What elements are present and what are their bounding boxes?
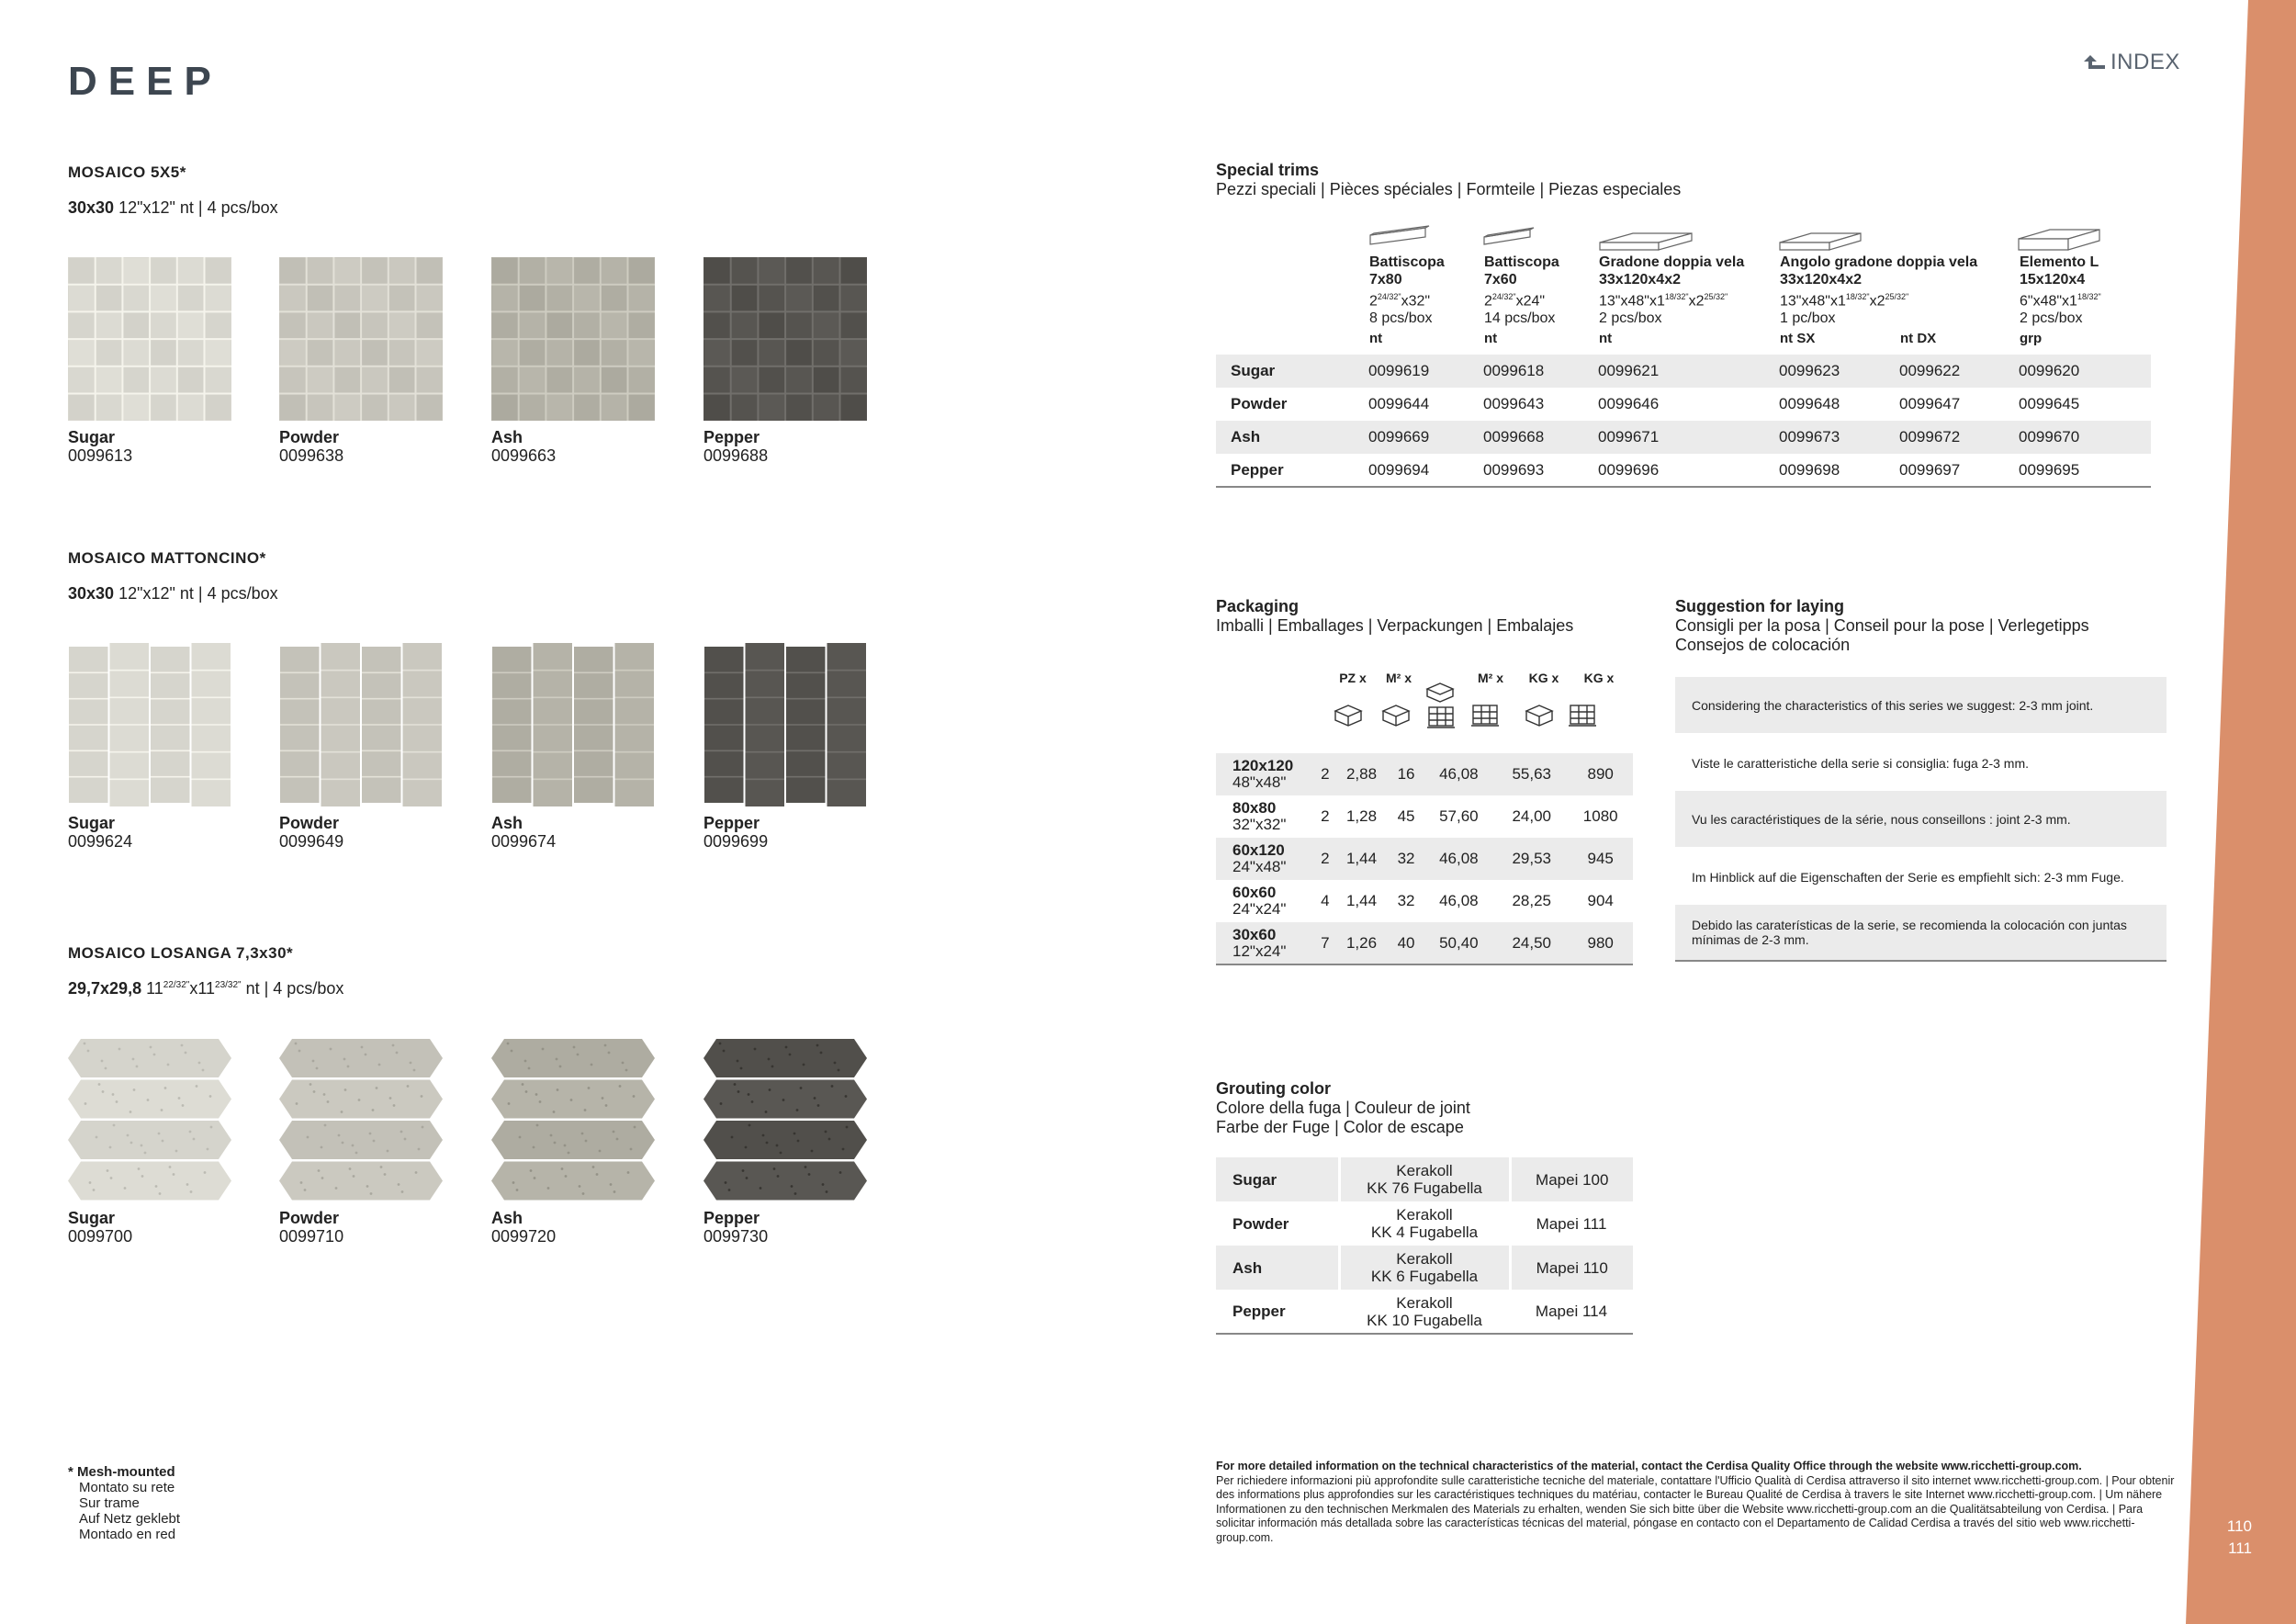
laying-suggestion: Vu les caractéristiques de la série, nous conseillons : joint 2-3 mm. xyxy=(1675,791,2167,847)
mosaic-tile xyxy=(491,643,655,806)
packaging-icons xyxy=(1332,680,1626,733)
grouting-row xyxy=(1216,1157,1633,1201)
packaging-value: 904 xyxy=(1587,892,1614,909)
trim-row-name: Sugar xyxy=(1216,355,1354,388)
tile-name: Ash xyxy=(491,428,523,446)
trim-inch-text: x32" xyxy=(1401,293,1431,310)
footer-bold: For more detailed information on the technical characteristics of the material, contact the Cerdisa Quality Office through the website www.ricchetti-group.com. xyxy=(1216,1460,2082,1472)
mosaic-tile xyxy=(279,643,443,806)
mosaic-size: 30x30 xyxy=(68,584,115,603)
pallet-icon xyxy=(1427,707,1455,727)
packaging-size-inch: 24"x24" xyxy=(1232,900,1287,918)
grouting-kerakoll-code: KK 6 Fugabella xyxy=(1370,1268,1479,1285)
grouting-mapei: Mapei 100 xyxy=(1510,1157,1633,1201)
packaging-heading xyxy=(1216,597,1573,636)
laying-suggestion: Debido las caraterísticas de la serie, se recomienda la colocación con juntas mínimas de 2-3 mm. xyxy=(1675,905,2167,962)
trim-inch xyxy=(1599,288,1744,310)
grouting-name: Pepper xyxy=(1216,1290,1339,1334)
packaging-size-inch: 32"x32" xyxy=(1232,816,1287,833)
packaging-size-cm: 60x60 xyxy=(1232,884,1277,901)
packaging-size-cm: 30x60 xyxy=(1232,925,1277,943)
trim-pack: 14 pcs/box xyxy=(1484,310,1556,327)
trim-row-name: Powder xyxy=(1231,395,1288,412)
packaging-row xyxy=(1216,753,1633,795)
mosaic-spec-fraction: 23/32" xyxy=(215,980,242,990)
packaging-value: 7 xyxy=(1317,922,1334,964)
trim-code: 0099620 xyxy=(2004,355,2151,388)
mosaic-title: MOSAICO 5X5* xyxy=(68,164,186,181)
corner-step-icon xyxy=(1780,233,1861,250)
packaging-size xyxy=(1216,922,1317,964)
footnote-line: Sur trame xyxy=(79,1495,140,1511)
footnote-line: Montato su rete xyxy=(79,1480,175,1495)
trim-size: 15x120x4 xyxy=(2020,272,2086,288)
tile-name: Ash xyxy=(491,1209,523,1227)
mosaic-spec xyxy=(68,584,278,603)
trim-item xyxy=(1780,254,1977,327)
tile-name: Pepper xyxy=(703,1209,760,1227)
box-icon xyxy=(1335,705,1361,726)
packaging-value: 45 xyxy=(1397,807,1415,825)
laying-subtitle-1: Consigli per la posa | Conseil pour la pose | Verlegetipps xyxy=(1675,616,2089,635)
mosaic-tile xyxy=(279,257,443,421)
trim-inch xyxy=(1780,288,1977,310)
packaging-table xyxy=(1216,753,1633,965)
packaging-header: M² x xyxy=(1478,671,1503,685)
packaging-value: 945 xyxy=(1568,838,1633,880)
mosaic-spec-text: 12"x12" nt | 4 pcs/box xyxy=(114,584,278,603)
grouting-row xyxy=(1216,1201,1633,1246)
grouting-kerakoll-code: KK 4 Fugabella xyxy=(1370,1224,1479,1241)
grouting-kerakoll-code: KK 76 Fugabella xyxy=(1367,1179,1482,1197)
trim-code: 0099669 xyxy=(1354,421,1469,454)
trim-item xyxy=(1369,254,1445,327)
packaging-value: 2 xyxy=(1317,753,1334,795)
trim-type: nt xyxy=(1369,331,1383,346)
trim-code: 0099696 xyxy=(1583,454,1764,487)
tile-code: 0099663 xyxy=(491,446,557,465)
tile-name: Powder xyxy=(279,1209,340,1227)
mosaic-tile xyxy=(703,1038,867,1201)
trim-code: 0099671 xyxy=(1583,421,1764,454)
trim-inch xyxy=(2020,288,2101,310)
mosaic-tile xyxy=(68,257,231,421)
laying-suggestion: Viste le caratteristiche della serie si consiglia: fuga 2-3 mm. xyxy=(1692,755,2030,771)
packaging-header: M² x xyxy=(1386,671,1412,685)
tile-name: Powder xyxy=(279,814,340,832)
special-trims-heading xyxy=(1216,161,1681,199)
skirting-icon xyxy=(1370,226,1429,244)
footnote-line: Montado en red xyxy=(79,1527,176,1542)
trim-code: 0099698 xyxy=(1764,454,1885,487)
trim-inch-text: x24" xyxy=(1515,293,1546,310)
special-trims-subtitle: Pezzi speciali | Pièces spéciales | Formteile | Piezas especiales xyxy=(1216,180,1682,198)
mosaic-spec-text: 11 xyxy=(141,979,163,998)
packaging-value: 890 xyxy=(1568,753,1633,795)
trim-inch-fraction: 25/32" xyxy=(1704,292,1728,301)
packaging-size-cm: 120x120 xyxy=(1232,757,1294,774)
tile-name: Ash xyxy=(491,814,523,832)
trim-type: nt xyxy=(1484,331,1498,346)
laying-suggestion: Im Hinblick auf die Eigenschaften der Serie es empfiehlt sich: 2-3 mm Fuge. xyxy=(1692,869,2124,885)
skirting-small-icon xyxy=(1484,228,1534,244)
l-element-icon xyxy=(2019,230,2099,250)
tile-name: Sugar xyxy=(68,428,116,446)
packaging-row xyxy=(1216,880,1633,922)
box-icon xyxy=(1383,705,1409,726)
packaging-value: 1,26 xyxy=(1334,922,1390,964)
grouting-mapei: Mapei 111 xyxy=(1536,1214,1607,1233)
trim-size: 33x120x4x2 xyxy=(1599,272,1681,288)
grouting-row xyxy=(1216,1246,1633,1290)
trim-name: Battiscopa xyxy=(1484,254,1559,270)
trim-code: 0099668 xyxy=(1469,421,1583,454)
grouting-table xyxy=(1216,1157,1633,1335)
grouting-heading xyxy=(1216,1079,1470,1137)
tile-code: 0099638 xyxy=(279,446,344,465)
grouting-kerakoll-brand: Kerakoll xyxy=(1396,1250,1453,1268)
tile-name: Pepper xyxy=(703,428,760,446)
mosaic-tile xyxy=(703,257,867,421)
trim-name: Gradone doppia vela xyxy=(1599,254,1745,270)
pallet-icon xyxy=(1471,705,1499,726)
packaging-value: 1,44 xyxy=(1334,838,1390,880)
trim-type: nt DX xyxy=(1900,331,1937,346)
packaging-size xyxy=(1216,838,1317,880)
trim-item xyxy=(1484,254,1559,327)
page-number-right: 111 xyxy=(2228,1539,2252,1557)
trim-pack: 1 pc/box xyxy=(1780,310,1836,327)
trim-item xyxy=(2020,254,2101,327)
grouting-title: Grouting color xyxy=(1216,1079,1331,1098)
footnote-line: Auf Netz geklebt xyxy=(79,1511,181,1527)
trim-inch-fraction: 24/32" xyxy=(1491,292,1516,301)
grouting-mapei: Mapei 110 xyxy=(1510,1246,1633,1290)
packaging-value: 57,60 xyxy=(1439,807,1479,825)
trim-code: 0099673 xyxy=(1764,421,1885,454)
grouting-kerakoll-brand: Kerakoll xyxy=(1396,1162,1453,1179)
special-trims-title: Special trims xyxy=(1216,161,1320,179)
packaging-size xyxy=(1216,880,1317,922)
packaging-value: 29,53 xyxy=(1495,838,1568,880)
trim-code: 0099695 xyxy=(2004,454,2151,487)
mosaic-size: 30x30 xyxy=(68,198,115,217)
index-link[interactable] xyxy=(2083,50,2180,75)
trim-name: Angolo gradone doppia vela xyxy=(1780,254,1978,270)
laying-subtitle-2: Consejos de colocación xyxy=(1675,636,1851,654)
grouting-kerakoll xyxy=(1339,1290,1510,1334)
tile-code: 0099688 xyxy=(703,446,769,465)
packaging-value: 28,25 xyxy=(1512,892,1551,909)
packaging-value: 32 xyxy=(1397,892,1415,909)
mosaic-tile xyxy=(279,1038,443,1201)
trim-inch xyxy=(1484,288,1559,310)
trim-pack: 2 pcs/box xyxy=(1599,310,1662,327)
packaging-value: 980 xyxy=(1568,922,1633,964)
box-icon xyxy=(1526,705,1552,726)
mosaic-spec-text: nt | 4 pcs/box xyxy=(241,979,344,998)
trim-item xyxy=(1599,254,1744,327)
packaging-value: 55,63 xyxy=(1495,753,1568,795)
box-icon xyxy=(1427,683,1453,702)
packaging-value: 46,08 xyxy=(1423,838,1495,880)
trim-inch-fraction: 24/32" xyxy=(1377,292,1401,301)
trim-code: 0099670 xyxy=(2004,421,2151,454)
index-label: INDEX xyxy=(2110,50,2180,74)
tile-code: 0099674 xyxy=(491,832,557,851)
trim-row xyxy=(1216,454,2151,487)
tile-name: Pepper xyxy=(703,814,760,832)
trim-code: 0099623 xyxy=(1764,355,1885,388)
laying-heading xyxy=(1675,597,2089,655)
trim-inch-text: 2 xyxy=(1484,293,1492,310)
packaging-title: Packaging xyxy=(1216,597,1300,615)
mosaic-spec-fraction: 22/32" xyxy=(163,980,190,990)
special-trims-table xyxy=(1216,355,2151,488)
trim-type: nt SX xyxy=(1780,331,1816,346)
tile-name: Sugar xyxy=(68,1209,116,1227)
laying-title: Suggestion for laying xyxy=(1675,597,1845,615)
trim-inch-fraction: 18/32" xyxy=(1845,292,1870,301)
trim-code: 0099622 xyxy=(1885,355,2004,388)
page-title: DEEP xyxy=(68,59,222,104)
packaging-row xyxy=(1216,838,1633,880)
tile-code: 0099649 xyxy=(279,832,344,851)
packaging-row xyxy=(1216,795,1633,838)
trim-pack: 2 pcs/box xyxy=(2020,310,2083,327)
trim-code: 0099644 xyxy=(1368,395,1430,412)
tile-code: 0099730 xyxy=(703,1227,769,1246)
trim-size: 7x80 xyxy=(1369,272,1402,288)
grouting-name: Powder xyxy=(1232,1214,1289,1233)
mosaic-tile xyxy=(491,1038,655,1201)
mosaic-tile xyxy=(703,643,867,806)
packaging-value: 1080 xyxy=(1582,807,1618,825)
tile-code: 0099700 xyxy=(68,1227,133,1246)
trim-code: 0099693 xyxy=(1469,454,1583,487)
trim-code: 0099619 xyxy=(1354,355,1469,388)
step-icon xyxy=(1600,233,1692,250)
packaging-value: 24,50 xyxy=(1495,922,1568,964)
trim-inch-text: 2 xyxy=(1369,293,1378,310)
packaging-subtitle: Imballi | Emballages | Verpackungen | Embalajes xyxy=(1216,616,1574,635)
packaging-row xyxy=(1216,922,1633,964)
packaging-value: 32 xyxy=(1390,838,1422,880)
trim-row xyxy=(1216,421,2151,454)
trim-code: 0099672 xyxy=(1885,421,2004,454)
trim-code: 0099647 xyxy=(1899,395,1961,412)
mesh-footnote xyxy=(68,1464,180,1542)
packaging-size xyxy=(1216,753,1317,795)
mosaic-tile xyxy=(491,257,655,421)
trim-code: 0099621 xyxy=(1583,355,1764,388)
packaging-value: 16 xyxy=(1390,753,1422,795)
trim-row xyxy=(1216,388,2151,421)
trim-inch-text: x2 xyxy=(1869,293,1885,310)
packaging-value: 46,08 xyxy=(1439,892,1479,909)
mosaic-spec-text: 12"x12" nt | 4 pcs/box xyxy=(114,198,278,217)
packaging-value: 1,28 xyxy=(1345,807,1378,825)
tile-code: 0099613 xyxy=(68,446,133,465)
mosaic-spec xyxy=(68,198,278,218)
mosaic-title: MOSAICO LOSANGA 7,3x30* xyxy=(68,944,294,962)
mosaic-spec xyxy=(68,979,343,998)
packaging-header: PZ x xyxy=(1339,671,1367,685)
tile-code: 0099624 xyxy=(68,832,133,851)
packaging-size-inch: 12"x24" xyxy=(1232,942,1287,960)
page-number-left: 110 xyxy=(2226,1517,2252,1535)
trim-row-name: Ash xyxy=(1216,421,1354,454)
packaging-size-cm: 80x80 xyxy=(1232,799,1277,817)
trim-name: Battiscopa xyxy=(1369,254,1445,270)
trim-inch-text: 6"x48"x1 xyxy=(2020,293,2077,310)
mosaic-tile xyxy=(68,643,231,806)
trim-inch-fraction: 25/32" xyxy=(1885,292,1909,301)
trim-code: 0099643 xyxy=(1483,395,1545,412)
trim-code: 0099645 xyxy=(2019,395,2080,412)
footnote-title: * Mesh-mounted xyxy=(68,1464,175,1480)
tile-name: Sugar xyxy=(68,814,116,832)
trim-type: nt xyxy=(1599,331,1613,346)
packaging-value: 1,44 xyxy=(1345,892,1378,909)
packaging-size-inch: 48"x48" xyxy=(1232,773,1287,791)
trim-inch-fraction: 18/32" xyxy=(1664,292,1689,301)
grouting-kerakoll-code: KK 10 Fugabella xyxy=(1367,1311,1482,1329)
mosaic-title: MOSAICO MATTONCINO* xyxy=(68,549,266,567)
footer-text: Per richiedere informazioni più approfondite sulle caratteristiche tecniche del materiale, contattare l'Ufficio Qualità di Cerdisa attraverso il sito internet www.ricchetti-group.com. | Pour obtenir des informations plus approfondies sur les caractéristiques techniques du matériau, contacter le Bureau Qualité de Cerdisa à travers le site Internet www.ricchetti-group.com. | Um nähere Informationen zu den technischen Merkmalen des Materials zu erhalten, wenden Sie sich bitte über die Website www.ricchetti-group.com an die Qualitätsabteilung von Cerdisa. | Para solicitar información más detallada sobre las características técnicas del material, póngase en contacto con el Departamento de Calidad Cerdisa a través del sitio web www.ricchetti-group.com. xyxy=(1216,1473,2175,1544)
trim-pack: 8 pcs/box xyxy=(1369,310,1433,327)
grouting-kerakoll xyxy=(1339,1157,1510,1201)
trim-inch-text: x2 xyxy=(1688,293,1705,310)
mosaic-size: 29,7x29,8 xyxy=(68,979,142,998)
grouting-kerakoll xyxy=(1339,1246,1510,1290)
trim-code: 0099697 xyxy=(1885,454,2004,487)
packaging-value: 4 xyxy=(1321,892,1330,909)
trim-inch xyxy=(1369,288,1445,310)
packaging-size-inch: 24"x48" xyxy=(1232,858,1287,875)
packaging-value: 50,40 xyxy=(1423,922,1495,964)
grouting-kerakoll-brand: Kerakoll xyxy=(1396,1206,1453,1224)
trim-inch-fraction: 18/32" xyxy=(2077,292,2101,301)
grouting-kerakoll-brand: Kerakoll xyxy=(1396,1293,1453,1312)
packaging-size-cm: 60x120 xyxy=(1232,841,1285,859)
pallet-icon xyxy=(1569,705,1596,726)
tile-code: 0099720 xyxy=(491,1227,557,1246)
grouting-name: Ash xyxy=(1216,1246,1339,1290)
packaging-value: 40 xyxy=(1390,922,1422,964)
grouting-mapei: Mapei 114 xyxy=(1510,1290,1633,1334)
packaging-value: 2 xyxy=(1321,807,1330,825)
tile-name: Powder xyxy=(279,428,340,446)
trim-size: 33x120x4x2 xyxy=(1780,272,1862,288)
packaging-header: KG x xyxy=(1583,671,1615,685)
mosaic-tile xyxy=(68,1038,231,1201)
packaging-header: KG x xyxy=(1528,671,1559,685)
grouting-subtitle-2: Farbe der Fuge | Color de escape xyxy=(1216,1118,1464,1136)
trim-code: 0099618 xyxy=(1469,355,1583,388)
packaging-value: 2 xyxy=(1317,838,1334,880)
return-arrow-icon xyxy=(2083,53,2107,72)
trim-type: grp xyxy=(2020,331,2043,346)
grouting-name: Sugar xyxy=(1216,1157,1339,1201)
trim-inch-text: 13"x48"x1 xyxy=(1599,293,1665,310)
packaging-size xyxy=(1216,795,1317,838)
trim-row-name: Pepper xyxy=(1216,454,1354,487)
trim-name: Elemento L xyxy=(2020,254,2099,270)
trim-row xyxy=(1216,355,2151,388)
grouting-row xyxy=(1216,1290,1633,1334)
trim-shape-illustrations xyxy=(1359,222,2204,255)
packaging-value: 24,00 xyxy=(1512,807,1551,825)
mosaic-spec-text: x11 xyxy=(189,979,216,998)
trim-inch-text: 13"x48"x1 xyxy=(1780,293,1846,310)
tile-code: 0099699 xyxy=(703,832,769,851)
trim-code: 0099648 xyxy=(1779,395,1840,412)
packaging-value: 2,88 xyxy=(1334,753,1390,795)
contact-footer xyxy=(1216,1460,2182,1545)
grouting-kerakoll xyxy=(1339,1201,1510,1246)
trim-code: 0099646 xyxy=(1598,395,1660,412)
laying-suggestion: Considering the characteristics of this series we suggest: 2-3 mm joint. xyxy=(1675,677,2167,733)
grouting-subtitle-1: Colore della fuga | Couleur de joint xyxy=(1216,1099,1470,1117)
trim-size: 7x60 xyxy=(1484,272,1517,288)
packaging-value: 46,08 xyxy=(1423,753,1495,795)
trim-code: 0099694 xyxy=(1354,454,1469,487)
tile-code: 0099710 xyxy=(279,1227,344,1246)
